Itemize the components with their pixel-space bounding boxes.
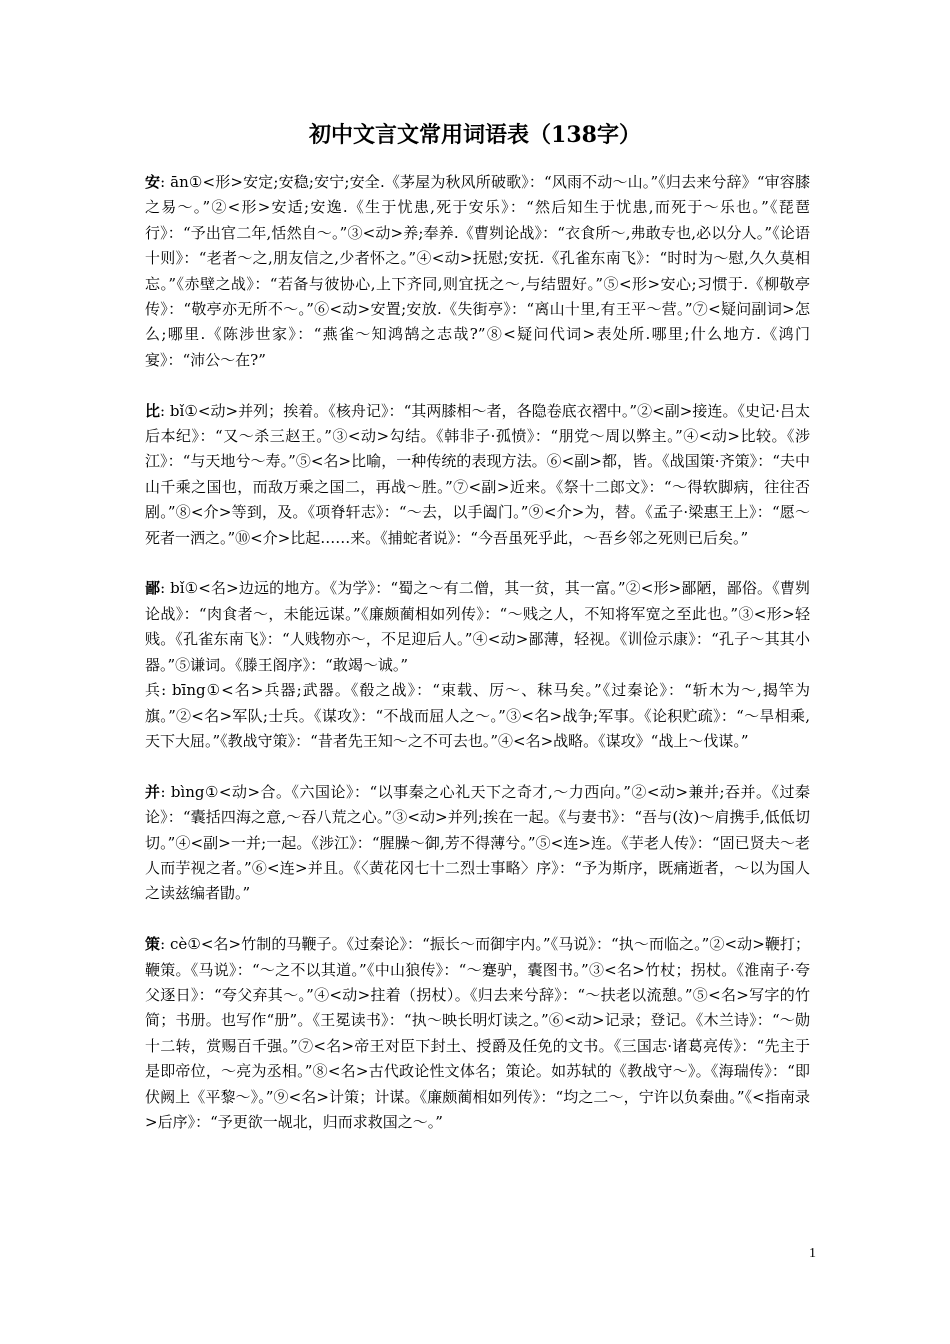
entry-ce [145, 932, 810, 1135]
entry-headword: 鄙 [145, 579, 161, 598]
entry-definition: : bǐ①<动>并列；挨着。《核舟记》：“其两膝相～者，各隐卷底衣褶中。”②<副>接连。《史记·吕太后本纪》：“又～杀三赵王。”③<动>勾结。《韩非子·孤愤》：“朋党～周以弊主。”④<动>比较。《涉江》：“与天地兮～寿。”⑤<名>比喻，一种传统的表现方法。⑥<副>都，皆。《战国策·齐策》：“夫中山千乘之国也，而敌万乘之国二，再战～胜。”⑦<副>近来。《祭十二郎文》：“～得软脚病，往往否剧。”⑧<介>等到，及。《项脊轩志》：“～去，以手阖门。”⑨<介>为，替。《孟子·梁惠王上》：“愿～死者一洒之。”⑩<介>比起……来。《捕蛇者说》：“今吾虽死乎此，～吾乡邻之死则已后矣。” [145, 401, 810, 547]
entry-definition: : cè①<名>竹制的马鞭子。《过秦论》：“振长～而御宇内。”《马说》：“执～而临之。”②<动>鞭打；鞭策。《马说》：“～之不以其道。”《中山狼传》：“～蹇驴，囊图书。”③<名>竹杖；拐杖。《淮南子·夸父逐日》：“夸父弃其～。”④<动>拄着（拐杖）。《归去来兮辞》：“～扶老以流憩。”⑤<名>写字的竹简；书册。也写作“册”。《王冕读书》：“执～映长明灯读之。”⑥<动>记录；登记。《木兰诗》：“～勋十二转，赏赐百千强。”⑦<名>帝王对臣下封土、授爵及任免的文书。《三国志·诸葛亮传》：“先主于是即帝位，～亮为丞相。”⑧<名>古代政论性文体名；策论。如苏轼的《教战守～》。《海瑞传》：“即伏阙上《平黎～》。”⑨<名>计策；计谋。《廉颇蔺相如列传》：“均之二～，宁许以负秦曲。”《<指南录>后序》：“予更欲一觇北，归而求救国之～。” [145, 935, 810, 1131]
page-title: 初中文言文常用词语表（138字） [309, 122, 641, 148]
entry-bi [145, 399, 810, 551]
page-number: 1 [809, 1246, 816, 1261]
entry-an [145, 170, 810, 373]
entry-bi-remote [145, 576, 810, 678]
entry-definition: : ān①<形>安定;安稳;安宁;安全.《茅屋为秋风所破歌》：“风雨不动～山。”《归去来兮辞》“审容膝之易～。”②<形>安适;安逸.《生于忧患,死于安乐》：“然后知生于忧患,而死于～乐也。”《琵琶行》：“予出官二年,恬然自～。”③<动>养;奉养.《曹刿论战》：“衣食所～,弗敢专也,必以分人。”《论语十则》：“老者～之,朋友信之,少者怀之。”④<动>抚慰;安抚.《孔雀东南飞》：“时时为～慰,久久莫相忘。”《赤壁之战》：“若备与彼协心,上下齐同,则宜抚之～,与结盟好。”⑤<形>安心;习惯于.《柳敬亭传》：“敬亭亦无所不～。”⑥<动>安置;安放.《失街亭》：“离山十里,有王平～营。”⑦<疑问副词>怎么;哪里.《陈涉世家》：“燕雀～知鸿鹄之志哉?”⑧<疑问代词>表处所.哪里;什么地方.《鸿门宴》：“沛公～在?” [145, 173, 810, 369]
entry-headword: 比 [145, 401, 161, 420]
entry-headword: 策 [145, 935, 161, 954]
entry-headword: 兵 [145, 681, 162, 700]
entry-definition: : bīng①<名>兵器;武器。《殽之战》：“束载、厉～、秣马矣。”《过秦论》：“斩木为～,揭竿为旗。”②<名>军队;士兵。《谋攻》：“不战而屈人之～。”③<名>战争;军事。《论积贮疏》：“～旱相乘,天下大屈。”《教战守策》：“昔者先王知～之不可去也。”④<名>战略。《谋攻》“战上～伐谋。” [145, 681, 810, 750]
entry-headword: 并 [145, 782, 161, 801]
entry-bing-merge [145, 780, 810, 907]
entry-definition: : bǐ①<名>边远的地方。《为学》：“蜀之～有二僧，其一贫，其一富。”②<形>鄙陋，鄙俗。《曹刿论战》：“肉食者～，未能远谋。”《廉颇蔺相如列传》：“～贱之人，不知将军宽之至此也。”③<形>轻贱。《孔雀东南飞》：“人贱物亦～，不足迎后人。”④<动>鄙薄，轻视。《训俭示康》：“孔子～其其小器。”⑤谦词。《滕王阁序》：“敢竭～诚。” [145, 579, 810, 674]
entry-headword: 安 [145, 173, 161, 191]
entry-definition: : bìng①<动>合。《六国论》：“以事秦之心礼天下之奇才,～力西向。”②<动>兼并;吞并。《过秦论》：“囊括四海之意,～吞八荒之心。”③<动>并列;挨在一起。《与妻书》：“吾与(汝)～肩携手,低低切切。”④<副>一并;一起。《涉江》：“腥臊～御,芳不得薄兮。”⑤<连>连。《芋老人传》：“固已贤夫～老人而芋视之者。”⑥<连>并且。《〈黄花冈七十二烈士事略〉序》：“予为斯序，既痛逝者，～以为国人之读兹编者勖。” [145, 782, 810, 903]
entry-bing-weapon [145, 678, 810, 754]
word-list [145, 170, 810, 1135]
